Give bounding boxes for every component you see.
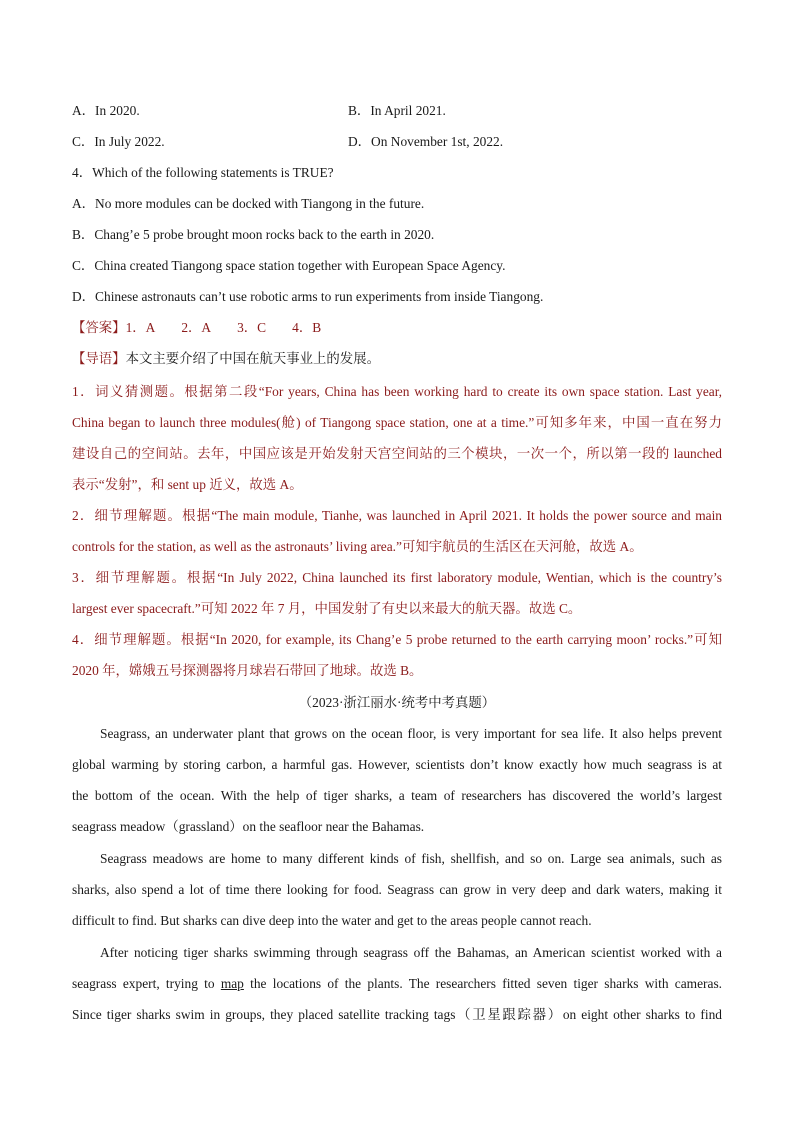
q3-option-b: B．In April 2021. [348,103,446,118]
answer-item: 2．A [181,320,212,335]
q4-option-b: B．Chang’e 5 probe brought moon rocks back to the earth in 2020. [72,227,435,242]
q4-stem: 4．Which of the following statements is TRUE? [72,165,334,180]
passage-line [72,975,722,993]
explanation-line: 3．细节理解题。根据“In July 2022, China launched its first laboratory module, Wentian, which is the country’s [72,570,722,585]
explanation-line: 表示“发射”，和 sent up 近义，故选 A。 [72,477,303,492]
guide-text: 本文主要介绍了中国在航天事业上的发展。 [125,351,380,366]
answer-item: 3．C [237,320,267,335]
passage-line: seagrass meadow（grassland）on the seafloor near the Bahamas. [72,819,425,834]
q3-option-c: C．In July 2022. [72,134,165,149]
explanation-line: 建设自己的空间站。去年，中国应该是开始发射天宫空间站的三个模块，一次一个，所以第一段的 launched [72,446,722,461]
q3-option-a: A．In 2020. [72,103,140,118]
passage-line: Seagrass meadows are home to many different kinds of fish, shellfish, and so on. Large sea animals, such as [100,851,722,866]
passage-line: Since tiger sharks swim in groups, they placed satellite tracking tags（卫星跟踪器）on eight other sharks to find [72,1007,722,1022]
passage-line: Seagrass, an underwater plant that grows on the ocean floor, is very important for sea life. It also helps prevent [100,726,722,741]
q3-option-d: D．On November 1st, 2022. [348,134,504,149]
explanation-line: 2020 年，嫦娥五号探测器将月球岩石带回了地球。故选 B。 [72,663,423,678]
q4-option-d: D．Chinese astronauts can’t use robotic arms to run experiments from inside Tiangong. [72,289,544,304]
answer-item: 1．A [125,320,156,335]
answer-item: 4．B [292,320,322,335]
explanation-line: 4．细节理解题。根据“In 2020, for example, its Chang’e 5 probe returned to the earth carrying moon’ rocks.”可知 [72,632,722,647]
explanation-line: China began to launch three modules(舱) of Tiangong space station, one at a time.”可知多年来，中国一直在努力 [72,415,722,430]
guide-line [72,350,380,368]
underlined-word: map [220,976,244,991]
q4-option-c: C．China created Tiangong space station together with European Space Agency. [72,258,506,273]
explanation-line: 1．词义猜测题。根据第二段“For years, China has been working hard to create its own space station. Last year, [72,384,722,399]
answer-line [72,319,321,337]
q4-option-a: A．No more modules can be docked with Tiangong in the future. [72,196,425,211]
explanation-line: 2．细节理解题。根据“The main module, Tianhe, was launched in April 2021. It holds the power source and main [72,508,722,523]
passage-line: difficult to find. But sharks can dive deep into the water and get to the areas people cannot reach. [72,913,592,928]
passage-line: sharks, also spend a lot of time there looking for food. Seagrass can grow in very deep and dark waters, making it [72,882,722,897]
answer-label: 【答案】 [72,320,126,335]
passage-line: the bottom of the ocean. With the help of tiger sharks, a team of researchers has discovered the world’s largest [72,788,722,803]
passage-text: seagrass expert, trying to [72,976,221,991]
explanation-line: controls for the station, as well as the astronauts’ living area.”可知宇航员的生活区在天河舱，故选 A。 [72,539,643,554]
passage-source: （2023·浙江丽水·统考中考真题） [298,695,496,710]
passage-text: the locations of the plants. The researchers fitted seven tiger sharks with cameras. [243,976,722,991]
passage-line: global warming by storing carbon, a harmful gas. However, scientists don’t know exactly how much seagrass is at [72,757,722,772]
guide-label: 【导语】 [72,351,126,366]
explanation-line: largest ever spacecraft.”可知 2022 年 7 月，中国发射了有史以来最大的航天器。故选 C。 [72,601,582,616]
passage-line: After noticing tiger sharks swimming through seagrass off the Bahamas, an American scientist worked with a [100,945,722,960]
